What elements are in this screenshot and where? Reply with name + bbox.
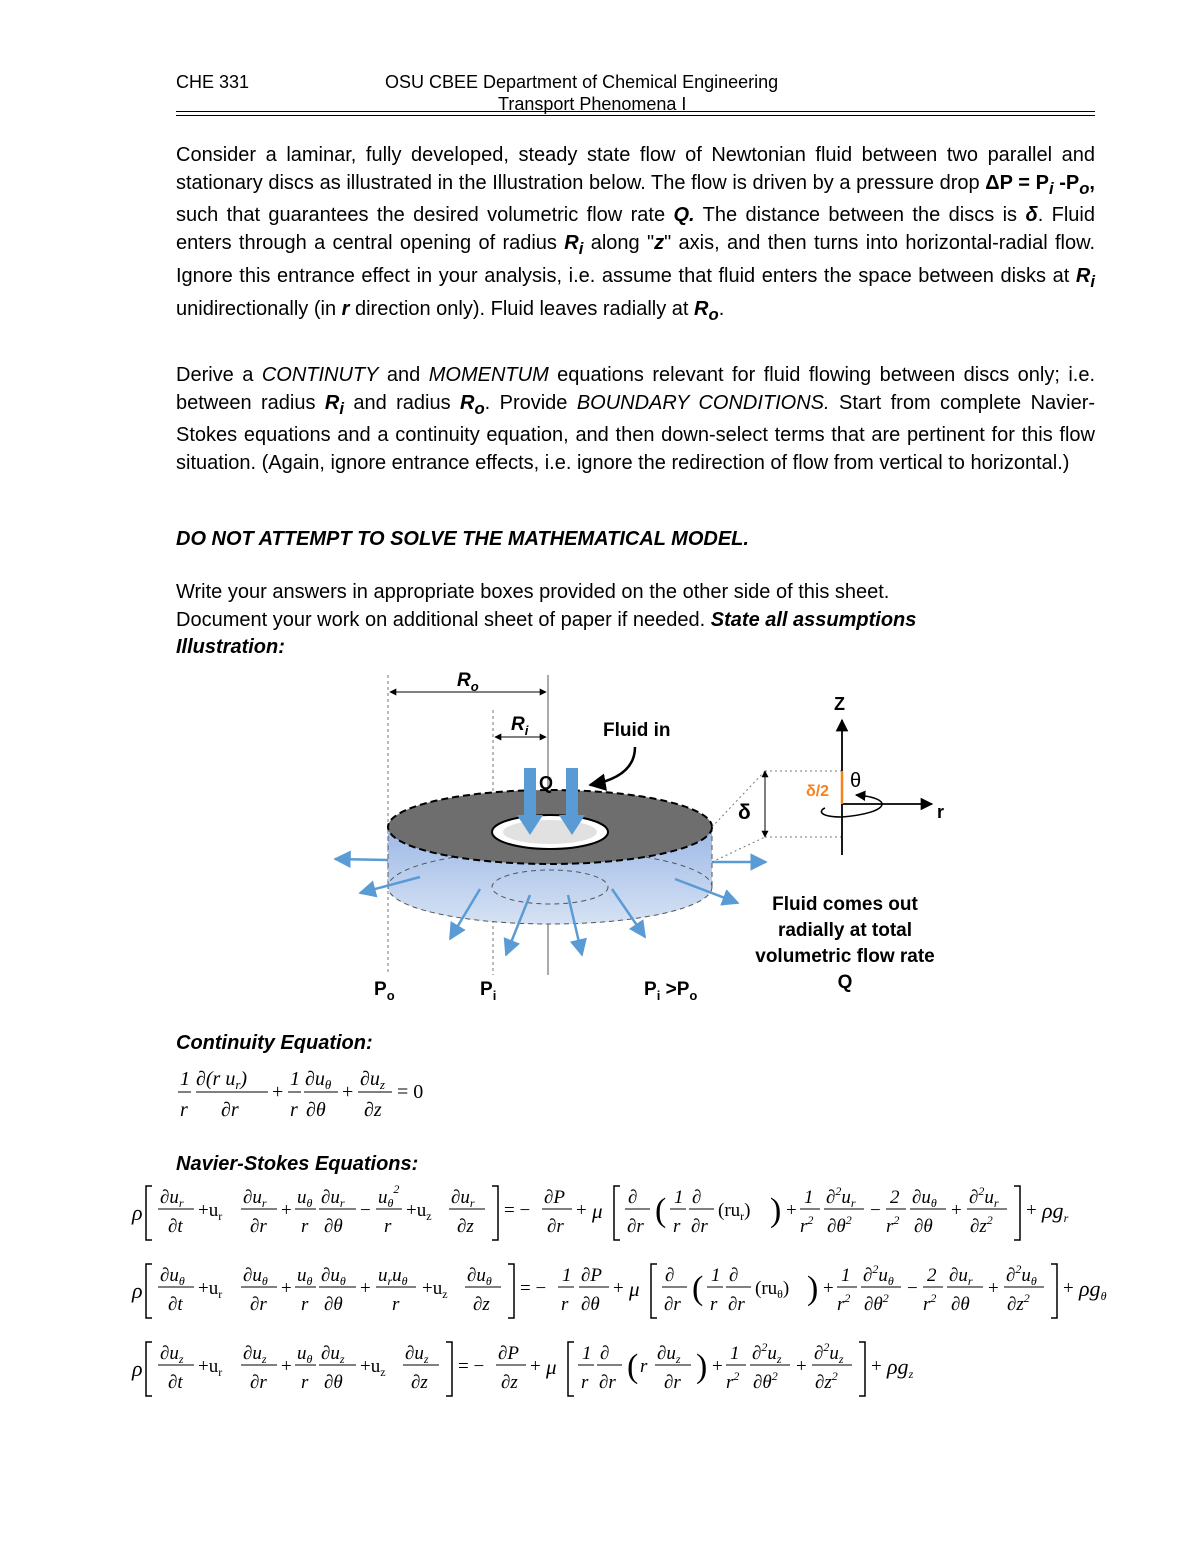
svg-text:+: + xyxy=(988,1278,999,1299)
svg-text:ρgz: ρgz xyxy=(887,1354,914,1381)
navier-stokes-equations xyxy=(130,1178,1190,1408)
outflow-text-1: Fluid comes out xyxy=(772,894,918,915)
half-delta-label: δ/2 xyxy=(806,783,830,800)
problem-statement: Consider a laminar, fully developed, steady state flow of Newtonian fluid between two parallel and stationary discs as illustrated in the Illustration below. The flow is driven by a pressure drop $\Delta P = P_i$ $-P_o$, such that guarantees the desired volumetric flow rate Q. The distance between the discs is δ. Fluid enters through a central opening of radius $R_i$ along "z" axis, and then turns into horizontal-radial flow. Ignore this entrance effect in your analysis, i.e. assume that fluid enters the space between disks at $R_i$ unidirectionally (in r direction only). Fluid leaves radially at $R_o$. xyxy=(176,144,1095,324)
svg-text:∂P: ∂P xyxy=(581,1265,602,1286)
instructions: Write your answers in appropriate boxes provided on the other side of this sheet. Document your work on additional sheet of paper if needed. State all assumptions Illustration: xyxy=(176,579,1095,662)
svg-text:∂θ: ∂θ xyxy=(324,1294,343,1315)
svg-text:−: − xyxy=(907,1278,918,1299)
svg-text:1: 1 xyxy=(730,1343,740,1364)
svg-text:∂uz: $\partial u_z$ xyxy=(321,1343,345,1366)
svg-text:r: r xyxy=(290,1099,298,1121)
svg-text:r: r xyxy=(301,1294,309,1315)
svg-text:+: + xyxy=(796,1356,807,1377)
svg-text:∂θ: ∂θ xyxy=(324,1216,343,1237)
svg-text:∂ur: $\partial u_r$ xyxy=(321,1187,345,1210)
svg-text:+: + xyxy=(951,1200,962,1221)
fluid-in-pointer xyxy=(590,747,635,785)
svg-text:1: 1 xyxy=(290,1068,300,1090)
svg-text:r2: $r^2$ xyxy=(923,1291,937,1315)
svg-text:r: r xyxy=(180,1099,188,1121)
ro-label: $R_o$ xyxy=(457,670,479,694)
svg-text:∂uθ: $\partial u_\theta$ xyxy=(305,1068,332,1092)
pi-label: $P_i$ xyxy=(480,979,497,1003)
svg-text:∂θ: ∂θ xyxy=(914,1216,933,1237)
svg-text:(ruθ): $(ru_\theta)$ xyxy=(755,1278,790,1301)
warning-text: DO NOT ATTEMPT TO SOLVE THE MATHEMATICAL MODEL. xyxy=(176,528,749,550)
z-axis-label: Z xyxy=(834,694,845,714)
svg-text:+: + xyxy=(1026,1200,1037,1221)
svg-text:∂θ: ∂θ xyxy=(951,1294,970,1315)
svg-text:1: 1 xyxy=(804,1187,814,1208)
svg-text:ρ: ρ xyxy=(132,1356,143,1381)
svg-text:∂uθ: $\partial u_\theta$ xyxy=(467,1265,492,1288)
svg-text:∂r: ∂r xyxy=(250,1372,267,1393)
svg-text:∂uθ: $\partial u_\theta$ xyxy=(912,1187,937,1210)
svg-text:+ur: $+u_r$ xyxy=(198,1278,223,1301)
svg-text:r2: $r^2$ xyxy=(886,1213,900,1237)
svg-text:∂2uz: $\partial^2u_z$ xyxy=(814,1340,844,1366)
svg-text:∂θ2: $\partial\theta^2$ xyxy=(864,1291,889,1315)
svg-text:r: r xyxy=(561,1294,569,1315)
theta-rotation-arrow xyxy=(821,795,882,817)
svg-text:= 0: = 0 xyxy=(397,1081,424,1103)
svg-text:1: 1 xyxy=(711,1265,721,1286)
header-rule-top xyxy=(176,111,1095,112)
svg-text:∂r: ∂r xyxy=(547,1216,564,1237)
svg-text:= −: = − xyxy=(504,1200,531,1221)
svg-text:r2: $r^2$ xyxy=(837,1291,851,1315)
svg-text:∂z: ∂z xyxy=(501,1372,518,1393)
svg-text:uruθ: $u_ru_\theta$ xyxy=(378,1265,408,1288)
svg-text:∂uz: $\partial u_z$ xyxy=(243,1343,267,1366)
svg-text:uθ2: $u_\theta^2$ xyxy=(378,1182,400,1210)
svg-text:∂uθ: $\partial u_\theta$ xyxy=(321,1265,346,1288)
course-subject: Transport Phenomena I xyxy=(498,94,687,114)
svg-text:∂uz: $\partial u_z$ xyxy=(657,1343,681,1366)
svg-text:∂ur: $\partial u_r$ xyxy=(949,1265,973,1288)
svg-text:): ) xyxy=(770,1192,782,1229)
svg-text:+: + xyxy=(530,1356,541,1377)
svg-text:r: r xyxy=(710,1294,718,1315)
svg-text:∂θ: ∂θ xyxy=(306,1099,326,1121)
svg-text:r: r xyxy=(673,1216,681,1237)
svg-text:+: + xyxy=(576,1200,587,1221)
svg-text:+: + xyxy=(281,1200,292,1221)
ns-z-component xyxy=(131,1340,914,1396)
svg-text:∂ur: $\partial u_r$ xyxy=(160,1187,184,1210)
svg-text:+: + xyxy=(342,1081,354,1103)
svg-text:ρ: ρ xyxy=(132,1278,143,1303)
svg-text:∂ur: $\partial u_r$ xyxy=(243,1187,267,1210)
svg-text:∂r: ∂r xyxy=(250,1294,267,1315)
svg-text:∂uz: $\partial u_z$ xyxy=(360,1068,385,1092)
navier-stokes-label: Navier-Stokes Equations: xyxy=(176,1153,419,1175)
svg-text:(rur): $(ru_r)$ xyxy=(718,1200,751,1223)
disc-flow-illustration xyxy=(320,665,960,1010)
svg-text:∂2ur: $\partial^2u_r$ xyxy=(969,1184,999,1210)
svg-text:∂ur: $\partial u_r$ xyxy=(451,1187,475,1210)
svg-text:r: r xyxy=(384,1216,392,1237)
svg-text:+: + xyxy=(823,1278,834,1299)
svg-text:): ) xyxy=(696,1348,708,1385)
svg-text:∂P: ∂P xyxy=(544,1187,565,1208)
po-label: $P_o$ xyxy=(374,979,395,1003)
svg-text:∂z: ∂z xyxy=(411,1372,428,1393)
svg-text:= −: = − xyxy=(520,1278,547,1299)
svg-text:+: + xyxy=(281,1278,292,1299)
svg-text:∂r: ∂r xyxy=(221,1099,239,1121)
svg-text:∂: ∂ xyxy=(665,1265,675,1286)
svg-text:+: + xyxy=(712,1356,723,1377)
svg-text:∂r: ∂r xyxy=(664,1294,681,1315)
svg-text:+ur: $+u_r$ xyxy=(198,1356,223,1379)
svg-text:∂2uz: $\partial^2u_z$ xyxy=(752,1340,782,1366)
svg-text:∂2uθ: $\partial^2u_\theta$ xyxy=(1006,1262,1037,1288)
svg-text:∂r: ∂r xyxy=(728,1294,745,1315)
svg-text:r2: $r^2$ xyxy=(800,1213,814,1237)
svg-text:+: + xyxy=(786,1200,797,1221)
svg-text:+: + xyxy=(1063,1278,1074,1299)
svg-text:∂uθ: $\partial u_\theta$ xyxy=(243,1265,268,1288)
outflow-text-3: volumetric flow rate xyxy=(755,946,935,967)
svg-text:−: − xyxy=(360,1200,371,1221)
continuity-label: Continuity Equation: xyxy=(176,1032,373,1054)
svg-text:r: r xyxy=(301,1216,309,1237)
illustration-label: Illustration: xyxy=(176,636,285,659)
svg-text:(: ( xyxy=(692,1270,704,1307)
svg-text:(: ( xyxy=(655,1192,667,1229)
svg-text:+uz: $+u_z$ xyxy=(422,1278,448,1301)
svg-text:+uz: $+u_z$ xyxy=(360,1356,386,1379)
svg-text:∂z: ∂z xyxy=(473,1294,490,1315)
svg-text:∂t: ∂t xyxy=(168,1216,183,1237)
svg-text:μ: μ xyxy=(592,1199,603,1223)
department-name: OSU CBEE Department of Chemical Engineering xyxy=(385,72,779,92)
svg-text:μ: μ xyxy=(629,1277,640,1301)
svg-text:∂θ2: $\partial\theta^2$ xyxy=(753,1369,778,1393)
svg-text:1: 1 xyxy=(841,1265,851,1286)
ns-theta-component xyxy=(131,1262,1107,1318)
svg-text:∂: ∂ xyxy=(600,1343,610,1364)
svg-text:∂z2: $\partial z^2$ xyxy=(970,1213,993,1237)
svg-text:∂: ∂ xyxy=(628,1187,638,1208)
svg-text:∂uθ: $\partial u_\theta$ xyxy=(160,1265,185,1288)
task-description: Derive a CONTINUTY and MOMENTUM equations relevant for fluid flowing between discs only; i.e. between radius $R_i$ and radius $R_o$. Provide BOUNDARY CONDITIONS. Start from complete Navier-Stokes equations and a continuity equation, and then down-select terms that are pertinent for this flow situation. (Again, ignore entrance effects, i.e. ignore the redirection of flow from vertical to horizontal.) xyxy=(176,364,1096,475)
svg-text:∂r: ∂r xyxy=(627,1216,644,1237)
svg-text:uθ: $u_\theta$ xyxy=(297,1265,313,1288)
svg-text:∂: ∂ xyxy=(692,1187,702,1208)
svg-text:∂θ: ∂θ xyxy=(324,1372,343,1393)
ri-label: $R_i$ xyxy=(511,714,529,738)
svg-text:(: ( xyxy=(627,1348,639,1385)
svg-text:r: r xyxy=(640,1356,648,1377)
svg-text:1: 1 xyxy=(582,1343,592,1364)
pressure-comparison-label: $P_i >P_o$ xyxy=(644,979,698,1003)
svg-text:ρgθ: ρgθ xyxy=(1079,1276,1107,1303)
svg-text:∂uz: $\partial u_z$ xyxy=(405,1343,429,1366)
svg-text:1: 1 xyxy=(562,1265,572,1286)
svg-text:2: 2 xyxy=(927,1265,937,1286)
svg-text:r: r xyxy=(392,1294,400,1315)
theta-label: θ xyxy=(850,770,862,792)
svg-text:+: + xyxy=(360,1278,371,1299)
continuity-equation xyxy=(176,1060,456,1130)
svg-text:∂t: ∂t xyxy=(168,1294,183,1315)
svg-text:∂r: ∂r xyxy=(250,1216,267,1237)
svg-text:r2: $r^2$ xyxy=(726,1369,740,1393)
svg-text:∂P: ∂P xyxy=(498,1343,519,1364)
svg-text:∂θ: ∂θ xyxy=(581,1294,600,1315)
r-axis-label: r xyxy=(937,802,945,822)
svg-text:∂r: ∂r xyxy=(664,1372,681,1393)
svg-text:μ: μ xyxy=(546,1355,557,1379)
svg-text:uθ: $u_\theta$ xyxy=(297,1343,313,1366)
svg-text:r: r xyxy=(581,1372,589,1393)
header-rule-bottom xyxy=(176,115,1095,116)
outflow-text-2: radially at total xyxy=(777,920,913,941)
svg-text:+: + xyxy=(272,1081,284,1103)
svg-text:∂z: ∂z xyxy=(457,1216,474,1237)
delta-label: δ xyxy=(738,801,751,824)
svg-text:1: 1 xyxy=(180,1068,190,1090)
svg-text:∂uz: $\partial u_z$ xyxy=(160,1343,184,1366)
svg-text:+ur: $+u_r$ xyxy=(198,1200,223,1223)
svg-text:): ) xyxy=(807,1270,819,1307)
svg-text:uθ: $u_\theta$ xyxy=(297,1187,313,1210)
svg-text:+: + xyxy=(613,1278,624,1299)
svg-text:∂r: ∂r xyxy=(691,1216,708,1237)
svg-text:∂z2: $\partial z^2$ xyxy=(1007,1291,1030,1315)
svg-text:∂2ur: $\partial^2u_r$ xyxy=(826,1184,856,1210)
svg-text:∂: ∂ xyxy=(729,1265,739,1286)
svg-text:+: + xyxy=(281,1356,292,1377)
svg-text:2: 2 xyxy=(890,1187,900,1208)
svg-text:∂2uθ: $\partial^2u_\theta$ xyxy=(863,1262,894,1288)
svg-text:r: r xyxy=(301,1372,309,1393)
svg-text:∂θ2: $\partial\theta^2$ xyxy=(827,1213,852,1237)
inflow-q-label: Q xyxy=(539,773,554,793)
svg-text:∂t: ∂t xyxy=(168,1372,183,1393)
svg-text:1: 1 xyxy=(674,1187,684,1208)
ns-r-component xyxy=(131,1182,1069,1240)
svg-text:∂z2: $\partial z^2$ xyxy=(815,1369,838,1393)
svg-text:∂(r ur): ∂(r $u_r$) xyxy=(196,1068,248,1092)
outflow-text-4: Q xyxy=(837,972,853,993)
fluid-in-label: Fluid in xyxy=(603,720,671,741)
svg-text:ρ: ρ xyxy=(132,1200,143,1225)
svg-text:+uz: $+u_z$ xyxy=(406,1200,432,1223)
svg-text:∂r: ∂r xyxy=(599,1372,616,1393)
course-code: CHE 331 xyxy=(176,72,250,92)
svg-text:−: − xyxy=(870,1200,881,1221)
svg-text:= −: = − xyxy=(458,1356,485,1377)
svg-text:∂z: ∂z xyxy=(364,1099,382,1121)
svg-text:+: + xyxy=(871,1356,882,1377)
svg-text:ρgr: ρgr xyxy=(1042,1198,1069,1225)
